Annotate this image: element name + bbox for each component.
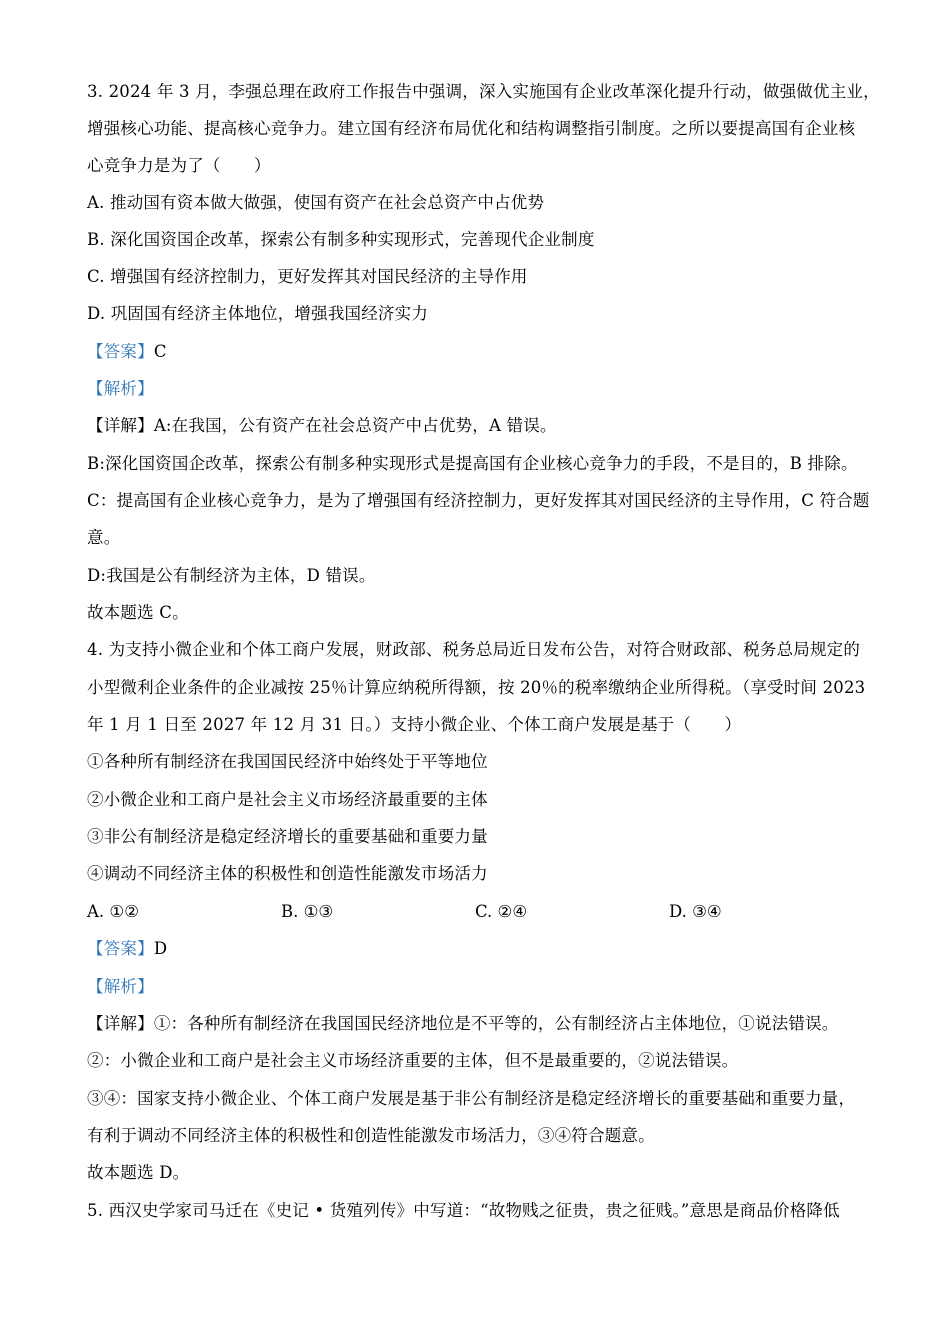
q4-statement-2: ②小微企业和工商户是社会主义市场经济最重要的主体 (87, 790, 488, 809)
q3-answer-value: C (153, 342, 167, 361)
q3-detail-line-2: B:深化国资国企改革，探索公有制多种实现形式是提高国有企业核心竞争力的手段，不是目的，B 排除。 (87, 454, 858, 473)
q3-stem-line-1: 3. 2024 年 3 月，李强总理在政府工作报告中强调，深入实施国有企业改革深化提升行动，做强做优主业， (87, 82, 880, 101)
q4-statement-3: ③非公有制经济是稳定经济增长的重要基础和重要力量 (87, 827, 488, 846)
q4-detail-line-4: 有利于调动不同经济主体的积极性和创造性能激发市场活力，③④符合题意。 (87, 1126, 655, 1145)
q4-option-b: B. ①③ (281, 902, 334, 921)
q3-detail-line-4: 意。 (87, 528, 121, 547)
q4-detail-tag: 【详解】 (87, 1014, 154, 1033)
q3-stem-line-3: 心竞争力是为了（ ） (87, 156, 271, 175)
q3-answer-line (87, 341, 167, 363)
q3-option-c: C. 增强国有经济控制力，更好发挥其对国民经济的主导作用 (87, 267, 528, 286)
q4-analysis-tag: 【解析】 (87, 977, 154, 996)
q4-statement-1: ①各种所有制经济在我国国民经济中始终处于平等地位 (87, 752, 488, 771)
q4-answer-value: D (153, 939, 168, 958)
q3-detail-tag: 【详解】 (87, 416, 154, 435)
q4-statement-4: ④调动不同经济主体的积极性和创造性能激发市场活力 (87, 864, 488, 883)
q3-option-a: A. 推动国有资本做大做强，使国有资产在社会总资产中占优势 (87, 193, 545, 212)
q3-stem-line-2: 增强核心功能、提高核心竞争力。建立国有经济布局优化和结构调整指引制度。之所以要提高国有企业核 (87, 119, 856, 138)
q4-option-c: C. ②④ (475, 902, 528, 921)
q4-answer-line (87, 938, 167, 960)
q3-option-b: B. 深化国资国企改革，探索公有制多种实现形式，完善现代企业制度 (87, 230, 595, 249)
q4-detail-line-3: ③④：国家支持小微企业、个体工商户发展是基于非公有制经济是稳定经济增长的重要基础和重要力量， (87, 1089, 856, 1108)
q4-detail-line-2: ②：小微企业和工商户是社会主义市场经济重要的主体，但不是最重要的，②说法错误。 (87, 1051, 739, 1070)
q3-answer-tag: 【答案】 (87, 342, 154, 361)
q4-stem-line-2: 小型微利企业条件的企业减按 25％计算应纳税所得额，按 20％的税率缴纳企业所得税。（享受时间 2023 (87, 678, 866, 697)
q4-option-d: D. ③④ (669, 902, 722, 921)
q5-stem-line-1: 5. 西汉史学家司马迁在《史记 • 货殖列传》中写道：“故物贱之征贵，贵之征贱。”意思是商品价格降低 (87, 1201, 840, 1220)
q4-conclusion: 故本题选 D。 (87, 1163, 190, 1182)
q3-detail-line-1 (87, 415, 557, 437)
q3-detail-line-3: C：提高国有企业核心竞争力，是为了增强国有经济控制力，更好发挥其对国民经济的主导作用，C 符合题 (87, 491, 870, 510)
q4-stem-line-1: 4. 为支持小微企业和个体工商户发展，财政部、税务总局近日发布公告，对符合财政部、税务总局规定的 (87, 640, 861, 659)
q3-detail-line-5: D:我国是公有制经济为主体，D 错误。 (87, 566, 376, 585)
q4-option-a: A. ①② (87, 902, 139, 921)
q3-conclusion: 故本题选 C。 (87, 603, 189, 622)
q4-detail-line-1 (87, 1013, 839, 1035)
q4-stem-line-3: 年 1 月 1 日至 2027 年 12 月 31 日。）支持小微企业、个体工商户发展是基于（ ） (87, 715, 742, 734)
q4-answer-tag: 【答案】 (87, 939, 154, 958)
q3-analysis-tag: 【解析】 (87, 379, 154, 398)
q4-detail-text-1: ①：各种所有制经济在我国国民经济地位是不平等的，公有制经济占主体地位，①说法错误。 (153, 1014, 839, 1033)
q3-detail-text-1: A:在我国，公有资产在社会总资产中占优势，A 错误。 (153, 416, 557, 435)
q3-option-d: D. 巩固国有经济主体地位，增强我国经济实力 (87, 304, 429, 323)
